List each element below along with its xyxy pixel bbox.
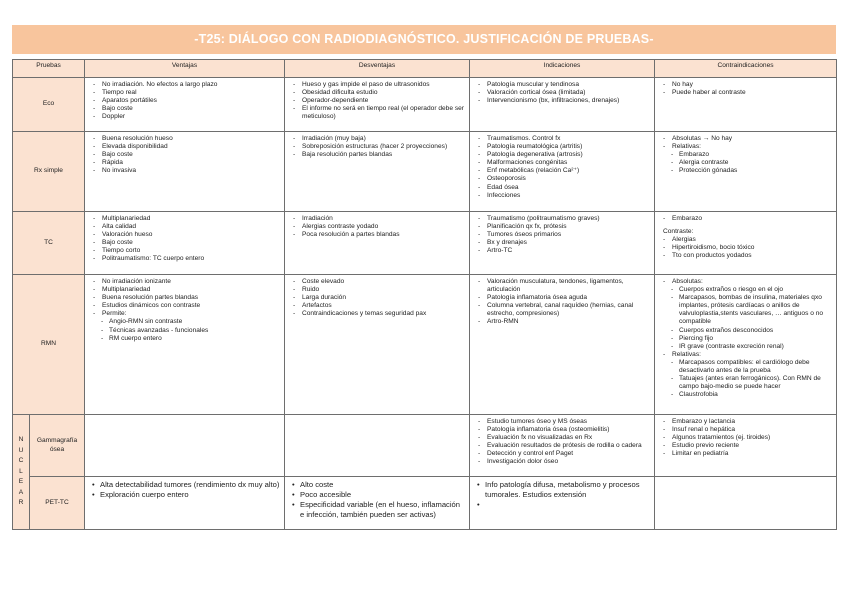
row-label-eco: Eco	[13, 78, 85, 132]
list-item: - Patología inflamatoria ósea (osteomielitis)	[474, 426, 650, 434]
cell-eco-ventajas	[85, 78, 285, 132]
list-item: • Info patología difusa, metabolismo y procesos tumorales. Estudios extensión	[474, 480, 650, 500]
cell-tc-contraindicaciones	[655, 212, 837, 275]
list-item: - Tumores óseos primarios	[474, 231, 650, 239]
cell-tc-indicaciones	[470, 212, 655, 275]
list-item: - Osteoporosis	[474, 175, 650, 183]
list-item: - No irradiación ionizante	[89, 278, 280, 286]
header-indicaciones: Indicaciones	[470, 60, 655, 78]
list-item: - Traumatismos. Control fx	[474, 135, 650, 143]
list-item: - Cuerpos extraños desconocidos	[667, 327, 832, 335]
list-item: - No invasiva	[89, 167, 280, 175]
list-item: - Estudio previo reciente	[659, 442, 832, 450]
header-ventajas: Ventajas	[85, 60, 285, 78]
cell-pet-desventajas	[285, 477, 470, 530]
cell-eco-indicaciones	[470, 78, 655, 132]
list-item: - Patología reumatológica (artritis)	[474, 143, 650, 151]
table-row-rmn	[13, 275, 837, 415]
cell-gam-desventajas	[285, 415, 470, 477]
list-item: - Piercing fijo	[667, 335, 832, 343]
row-label-rx: Rx simple	[13, 132, 85, 212]
list-item: - Infecciones	[474, 192, 650, 200]
list-item: - Alta calidad	[89, 223, 280, 231]
list-item: - Permite:	[89, 310, 280, 318]
list-item: - Embarazo	[659, 215, 832, 223]
list-item: - Evaluación resultados de prótesis de rodilla o cadera	[474, 442, 650, 450]
list-item: - Artro-RMN	[474, 318, 650, 326]
cell-rx-desventajas	[285, 132, 470, 212]
list-item: - No irradiación. No efectos a largo plazo	[89, 81, 280, 89]
list-item: • Poco accesible	[289, 490, 465, 500]
list-item: • Alto coste	[289, 480, 465, 490]
list-item: - Rápida	[89, 159, 280, 167]
list-item: - Estudios dinámicos con contraste	[89, 302, 280, 310]
list-item: - Tatuajes (antes eran ferrogánicos). Con RMN de campo bajo-medio se puede hacer	[667, 375, 832, 391]
cell-eco-desventajas	[285, 78, 470, 132]
header-desventajas: Desventajas	[285, 60, 470, 78]
header-contraindicaciones: Contraindicaciones	[655, 60, 837, 78]
list-item: - Malformaciones congénitas	[474, 159, 650, 167]
cell-gam-ventajas	[85, 415, 285, 477]
nuclear-letter: R	[18, 499, 24, 507]
cell-rmn-ventajas	[85, 275, 285, 415]
list-item: - Relativas:	[659, 143, 832, 151]
cell-rmn-desventajas	[285, 275, 470, 415]
list-item: - Bajo coste	[89, 239, 280, 247]
list-item: - Patología inflamatoria ósea aguda	[474, 294, 650, 302]
list-item: - Buena resolución partes blandas	[89, 294, 280, 302]
nuclear-letter: C	[18, 457, 24, 465]
cell-gam-indicaciones	[470, 415, 655, 477]
list-item: - Elevada disponibilidad	[89, 143, 280, 151]
list-item: - Alergias	[659, 236, 832, 244]
list-item: - Multiplanariedad	[89, 286, 280, 294]
list-item: - Alergias contraste yodado	[289, 223, 465, 231]
list-item: - Cuerpos extraños o riesgo en el ojo	[667, 286, 832, 294]
header-pruebas: Pruebas	[13, 60, 85, 78]
list-item: - Coste elevado	[289, 278, 465, 286]
list-item: - Embarazo y lactancia	[659, 418, 832, 426]
list-item: • Exploración cuerpo entero	[89, 490, 280, 500]
list-item: - Valoración hueso	[89, 231, 280, 239]
list-item: - Patología muscular y tendinosa	[474, 81, 650, 89]
list-item: - Embarazo	[667, 151, 832, 159]
list-item: - Puede haber al contraste	[659, 89, 832, 97]
cell-pet-contraindicaciones	[655, 477, 837, 530]
cell-pet-indicaciones	[470, 477, 655, 530]
cell-pet-ventajas	[85, 477, 285, 530]
list-item: - Bajo coste	[89, 105, 280, 113]
list-item: - Irradiación	[289, 215, 465, 223]
cell-rx-contraindicaciones	[655, 132, 837, 212]
list-item	[474, 500, 650, 510]
list-item: - Larga duración	[289, 294, 465, 302]
list-item: - Evaluación fx no visualizadas en Rx	[474, 434, 650, 442]
rmn-relativas-label: - Relativas:	[659, 351, 832, 359]
tc-contraste-label: Contraste:	[663, 228, 694, 236]
list-item: - Artefactos	[289, 302, 465, 310]
list-item: - Algunos tratamientos (ej. tiroides)	[659, 434, 832, 442]
cell-gam-contraindicaciones	[655, 415, 837, 477]
list-item: - Bajo coste	[89, 151, 280, 159]
cell-rmn-contraindicaciones	[655, 275, 837, 415]
cell-eco-contraindicaciones	[655, 78, 837, 132]
page-title: -T25: DIÁLOGO CON RADIODIAGNÓSTICO. JUSTIFICACIÓN DE PRUEBAS-	[12, 25, 836, 54]
row-label-tc: TC	[13, 212, 85, 275]
list-item: - Patología degenerativa (artrosis)	[474, 151, 650, 159]
list-item: - Hueso y gas impide el paso de ultrasonidos	[289, 81, 465, 89]
list-item: - Multiplanariedad	[89, 215, 280, 223]
list-item: - Planificación qx fx, prótesis	[474, 223, 650, 231]
list-item: - Bx y drenajes	[474, 239, 650, 247]
list-item: - Buena resolución hueso	[89, 135, 280, 143]
list-item: - Baja resolución partes blandas	[289, 151, 465, 159]
table-row-eco	[13, 78, 837, 132]
nuclear-letter: A	[18, 488, 24, 496]
list-item: - Absolutas → No hay	[659, 135, 832, 143]
row-label-pet: PET-TC	[30, 477, 85, 530]
rmn-absolutas-label: - Absolutas:	[659, 278, 832, 286]
list-item: - Ruido	[289, 286, 465, 294]
list-item: - Estudio tumores óseo y MS óseas	[474, 418, 650, 426]
list-item: - Angio-RMN sin contraste	[97, 318, 280, 326]
nuclear-letter: U	[18, 446, 24, 454]
cell-tc-desventajas	[285, 212, 470, 275]
list-item: - Insuf renal o hepática	[659, 426, 832, 434]
list-item: - Columna vertebral, canal raquídeo (hernias, canal estrecho, compresiones)	[474, 302, 650, 318]
list-item: - Intervencionismo (bx, infiltraciones, drenajes)	[474, 97, 650, 105]
list-item: - No hay	[659, 81, 832, 89]
table-row-tc	[13, 212, 837, 275]
list-item: - Marcapasos compatibles: el cardiólogo debe desactivarlo antes de la prueba	[667, 359, 832, 375]
list-item: - Alergia contraste	[667, 159, 832, 167]
list-item: - Operador-dependiente	[289, 97, 465, 105]
row-label-gammagrafia: Gammagrafía ósea	[30, 415, 85, 477]
list-item: - Detección y control enf Paget	[474, 450, 650, 458]
comparison-table	[12, 59, 837, 530]
list-item: - Valoración cortical ósea (limitada)	[474, 89, 650, 97]
table-row-gammagrafia	[13, 415, 837, 477]
list-item: - Valoración musculatura, tendones, ligamentos, articulación	[474, 278, 650, 294]
list-item: - Técnicas avanzadas - funcionales	[97, 327, 280, 335]
list-item: - Limitar en pediatría	[659, 450, 832, 458]
list-item: - Traumatismo (politraumatismo graves)	[474, 215, 650, 223]
list-item: - RM cuerpo entero	[97, 335, 280, 343]
list-item: - Investigación dolor óseo	[474, 458, 650, 466]
list-item: • Especificidad variable (en el hueso, inflamación e infección, también pueden ser activas)	[289, 500, 465, 520]
nuclear-letter: N	[18, 436, 24, 444]
row-label-rmn: RMN	[13, 275, 85, 415]
cell-rx-indicaciones	[470, 132, 655, 212]
list-item: - Politraumatismo: TC cuerpo entero	[89, 255, 280, 263]
list-item: - Tiempo real	[89, 89, 280, 97]
list-item: - IR grave (contraste excreción renal)	[667, 343, 832, 351]
list-item: - Tiempo corto	[89, 247, 280, 255]
list-item: - Doppler	[89, 113, 280, 121]
list-item: - Contraindicaciones y temas seguridad pax	[289, 310, 465, 318]
nuclear-letter: L	[19, 467, 23, 475]
list-item: • Alta detectabilidad tumores (rendimiento dx muy alto)	[89, 480, 280, 490]
list-item: - Edad ósea	[474, 184, 650, 192]
list-item: - Tto con productos yodados	[659, 252, 832, 260]
list-item: - Hipertiroidismo, bocio tóxico	[659, 244, 832, 252]
list-item: - Obesidad dificulta estudio	[289, 89, 465, 97]
cell-rx-ventajas	[85, 132, 285, 212]
list-item: - Poca resolución a partes blandas	[289, 231, 465, 239]
nuclear-label	[13, 415, 30, 530]
list-item: - Protección gónadas	[667, 167, 832, 175]
table-row-rx	[13, 132, 837, 212]
list-item: - Artro-TC	[474, 247, 650, 255]
list-item: - Marcapasos, bombas de insulina, materiales qxo implantes, prótesis cardíacas o anillos de valvuloplastia,stents vasculares, … antiguos o no compatible	[667, 294, 832, 326]
cell-tc-ventajas	[85, 212, 285, 275]
nuclear-letter: E	[18, 478, 24, 486]
list-item: - Sobreposición estructuras (hacer 2 proyecciones)	[289, 143, 465, 151]
list-item: - Claustrofobia	[667, 391, 832, 399]
list-item: - Aparatos portátiles	[89, 97, 280, 105]
header-row	[13, 60, 837, 78]
list-item: - El informe no será en tiempo real (el operador debe ser meticuloso)	[289, 105, 465, 121]
list-item: - Enf metabólicas (relación Ca²⁺)	[474, 167, 650, 175]
list-item: - Irradiación (muy baja)	[289, 135, 465, 143]
cell-rmn-indicaciones	[470, 275, 655, 415]
table-row-pet	[13, 477, 837, 530]
